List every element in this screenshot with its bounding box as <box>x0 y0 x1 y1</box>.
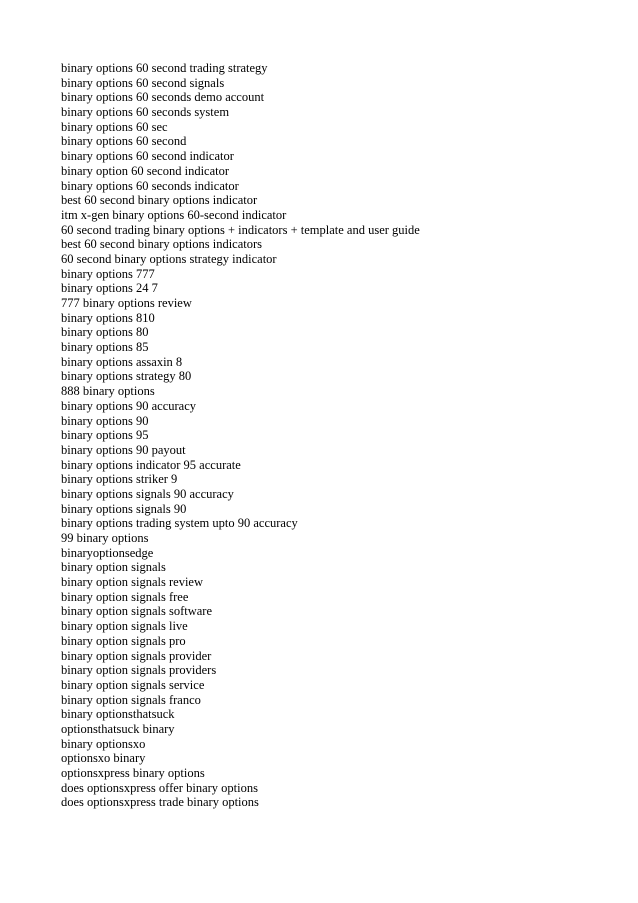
text-line: binary options 90 accuracy <box>61 398 197 413</box>
text-line: binary option signals <box>61 560 166 575</box>
text-line: binary options strategy 80 <box>61 369 192 384</box>
text-line: binary option signals franco <box>61 692 201 707</box>
text-line: binary options 90 <box>61 413 149 428</box>
text-line: 99 binary options <box>61 531 149 545</box>
text-line: optionsxo binary <box>61 751 146 766</box>
text-line: does optionsxpress trade binary options <box>61 795 259 810</box>
text-line: 777 binary options review <box>61 296 192 310</box>
keyword-list <box>61 61 420 810</box>
text-line: binary option signals service <box>61 677 205 692</box>
text-line: binaryoptionsedge <box>61 545 154 560</box>
text-line: binary option signals review <box>61 575 203 590</box>
text-line: best 60 second binary options indicators <box>61 237 263 252</box>
text-line: 60 second trading binary options + indicators + template and user guide <box>61 222 420 237</box>
text-line: binary options 80 <box>61 325 149 340</box>
text-line: binary options 95 <box>61 428 149 443</box>
text-line: binary options signals 90 accuracy <box>61 486 234 501</box>
text-line: best 60 second binary options indicator <box>61 193 258 208</box>
text-line: binary option signals providers <box>61 663 217 678</box>
text-line: binary option 60 second indicator <box>61 163 230 178</box>
text-line: binary options 90 payout <box>61 442 186 457</box>
text-line: binary options 60 second <box>61 134 187 149</box>
text-line: binary options 24 7 <box>61 281 158 296</box>
text-line: does optionsxpress offer binary options <box>61 780 258 795</box>
text-line: binary options 60 second signals <box>61 75 225 90</box>
text-line: binary optionsxo <box>61 736 146 751</box>
text-line: binary optionsthatsuck <box>61 707 175 722</box>
text-line: 888 binary options <box>61 384 155 399</box>
text-line: binary options 60 seconds system <box>61 105 230 120</box>
text-line: binary option signals software <box>61 604 213 619</box>
text-line: binary option signals pro <box>61 633 186 648</box>
text-line: binary options 60 seconds indicator <box>61 178 239 193</box>
text-line: binary options trading system upto 90 accuracy <box>61 516 298 531</box>
text-line: optionsthatsuck binary <box>61 721 175 736</box>
text-line: binary options 60 seconds demo account <box>61 90 265 105</box>
text-line: binary options indicator 95 accurate <box>61 457 241 472</box>
text-line: itm x-gen binary options 60-second indicator <box>61 207 287 222</box>
text-line: binary options 810 <box>61 310 155 325</box>
text-line: binary options 60 sec <box>61 119 168 134</box>
text-line: binary options 85 <box>61 340 149 355</box>
text-line: binary options 60 second trading strategy <box>61 61 268 75</box>
text-line: binary options assaxin 8 <box>61 354 183 369</box>
text-line: binary options signals 90 <box>61 501 187 516</box>
text-line: binary option signals live <box>61 619 188 634</box>
text-line: binary options striker 9 <box>61 472 178 487</box>
text-line: binary options 60 second indicator <box>61 149 234 164</box>
text-line: 60 second binary options strategy indicator <box>61 251 277 266</box>
text-line: binary option signals provider <box>61 648 212 663</box>
text-line: optionsxpress binary options <box>61 766 205 780</box>
text-line: binary options 777 <box>61 266 155 281</box>
text-line: binary option signals free <box>61 589 189 604</box>
